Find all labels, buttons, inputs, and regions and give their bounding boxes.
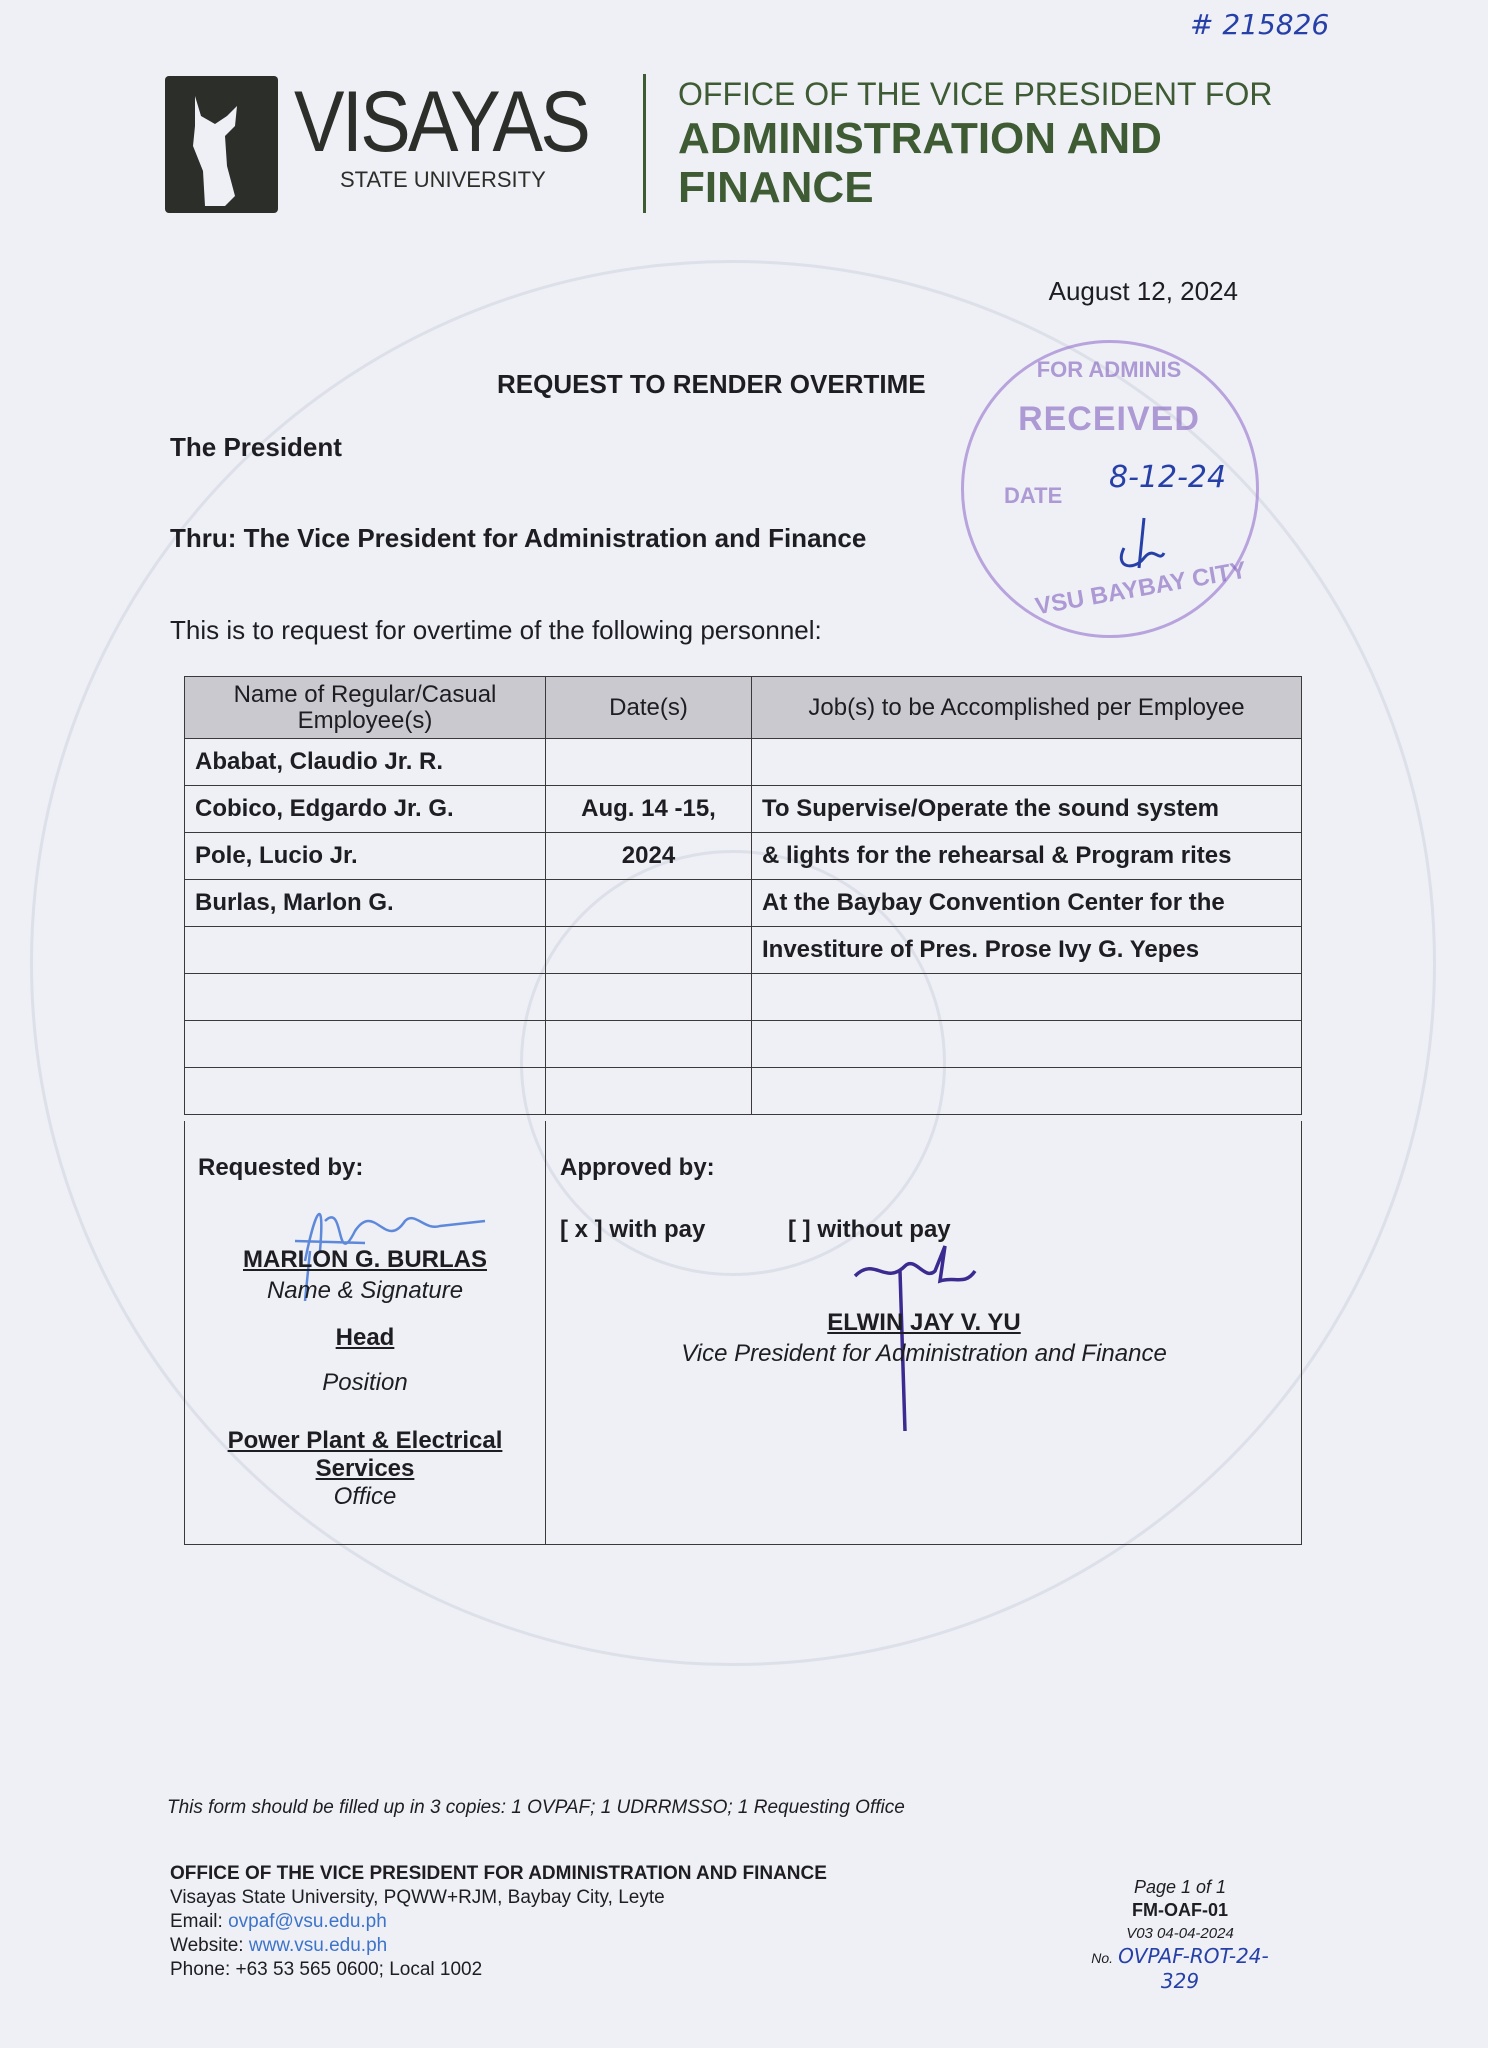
job-cell: To Supervise/Operate the sound system [752, 786, 1302, 833]
logo-name: VISAYAS [294, 74, 589, 170]
requester-office-line2: Services [315, 1455, 415, 1482]
dates-cell [546, 1068, 752, 1115]
dates-cell [546, 1021, 752, 1068]
table-row [185, 1021, 1302, 1068]
table-row [185, 880, 1302, 927]
stamp-center-text: RECEIVED [1018, 400, 1200, 438]
logo-figure-icon [165, 76, 278, 213]
stamp-handwritten-date: 8-12-24 [1109, 460, 1227, 495]
table-row [185, 739, 1302, 786]
with-pay-checkbox[interactable]: [ x ] with pay [560, 1216, 706, 1243]
logo-subtitle: STATE UNIVERSITY [340, 167, 546, 192]
overtime-table [184, 676, 1302, 1115]
dates-cell [546, 739, 752, 786]
form-number-label: No. [1091, 1950, 1114, 1966]
job-cell [752, 1068, 1302, 1115]
form-info [1080, 1876, 1280, 1994]
form-number-value: OVPAF-ROT-24-329 [1118, 1944, 1269, 1993]
table-header-row [185, 677, 1302, 739]
header-jobs: Job(s) to be Accomplished per Employee [752, 677, 1302, 739]
website-label: Website: [170, 1935, 249, 1956]
table-row [185, 1068, 1302, 1115]
requester-position: Head [335, 1324, 395, 1351]
employee-name [185, 974, 546, 1021]
employee-name: Burlas, Marlon G. [185, 880, 546, 927]
header-employee: Name of Regular/Casual Employee(s) [185, 677, 546, 739]
header-divider [643, 74, 646, 213]
dates-cell: 2024 [546, 833, 752, 880]
approver-title: Vice President for Administration and Finance [681, 1340, 1167, 1367]
requested-by-label: Requested by: [198, 1154, 364, 1181]
document-date: August 12, 2024 [1048, 276, 1238, 306]
requester-name: MARLON G. BURLAS [243, 1246, 487, 1273]
website-link[interactable]: www.vsu.edu.ph [248, 1935, 388, 1956]
email-link[interactable]: ovpaf@vsu.edu.ph [228, 1911, 387, 1932]
requester-office-caption: Office [333, 1483, 397, 1510]
approved-by-label: Approved by: [560, 1154, 715, 1181]
employee-name [185, 927, 546, 974]
requester-office-line1: Power Plant & Electrical [227, 1427, 503, 1454]
office-header-line2: ADMINISTRATION AND [678, 114, 1162, 163]
footer-block [170, 1862, 827, 1982]
job-cell: At the Baybay Convention Center for the [752, 880, 1302, 927]
employee-name: Ababat, Claudio Jr. R. [185, 739, 546, 786]
job-cell [752, 1021, 1302, 1068]
footer-email-line [170, 1910, 827, 1934]
form-version: V03 04-04-2024 [1126, 1925, 1234, 1942]
stamp-top-text: FOR ADMINIS [1036, 357, 1182, 382]
thru-line: Thru: The Vice President for Administration and Finance [170, 523, 867, 553]
table-row [185, 974, 1302, 1021]
form-number [1080, 1945, 1280, 1994]
copies-note: This form should be filled up in 3 copies: 1 OVPAF; 1 UDRRMSSO; 1 Requesting Office [167, 1797, 905, 1818]
footer-office: OFFICE OF THE VICE PRESIDENT FOR ADMINISTRATION AND FINANCE [170, 1863, 827, 1884]
received-stamp [961, 340, 1259, 638]
addressee: The President [170, 432, 342, 462]
table-row [185, 833, 1302, 880]
signature-section [184, 1121, 1302, 1545]
footer-phone: Phone: +63 53 565 0600; Local 1002 [170, 1959, 483, 1980]
job-cell [752, 974, 1302, 1021]
dates-cell [546, 927, 752, 974]
page-number: Page 1 of 1 [1133, 1877, 1227, 1897]
header-dates: Date(s) [546, 677, 752, 739]
employee-name [185, 1021, 546, 1068]
office-header-line3: FINANCE [678, 163, 874, 212]
without-pay-checkbox[interactable]: [ ] without pay [788, 1216, 951, 1243]
employee-name: Cobico, Edgardo Jr. G. [185, 786, 546, 833]
stamp-bottom-text: VSU BAYBAY CITY [1033, 556, 1249, 621]
email-label: Email: [170, 1911, 229, 1932]
requester-position-caption: Position [322, 1369, 408, 1396]
stamp-initials-signature [1114, 513, 1174, 573]
form-code: FM-OAF-01 [1132, 1900, 1228, 1920]
table-row [185, 786, 1302, 833]
dates-cell [546, 974, 752, 1021]
approver-name: ELWIN JAY V. YU [827, 1309, 1021, 1336]
table-row [185, 927, 1302, 974]
job-cell: & lights for the rehearsal & Program rites [752, 833, 1302, 880]
document-title: REQUEST TO RENDER OVERTIME [497, 369, 926, 399]
footer-website-line [170, 1934, 827, 1958]
university-logo [165, 76, 278, 213]
employee-name: Pole, Lucio Jr. [185, 833, 546, 880]
office-header-line1: OFFICE OF THE VICE PRESIDENT FOR [678, 76, 1273, 112]
stamp-date-label: DATE [1004, 483, 1063, 508]
job-cell: Investiture of Pres. Prose Ivy G. Yepes [752, 927, 1302, 974]
dates-cell: Aug. 14 -15, [546, 786, 752, 833]
employee-name [185, 1068, 546, 1115]
dates-cell [546, 880, 752, 927]
requester-name-caption: Name & Signature [266, 1277, 464, 1304]
job-cell [752, 739, 1302, 786]
control-number: # 215826 [1190, 8, 1330, 41]
intro-text: This is to request for overtime of the following personnel: [170, 615, 822, 645]
footer-address: Visayas State University, PQWW+RJM, Baybay City, Leyte [170, 1887, 665, 1908]
